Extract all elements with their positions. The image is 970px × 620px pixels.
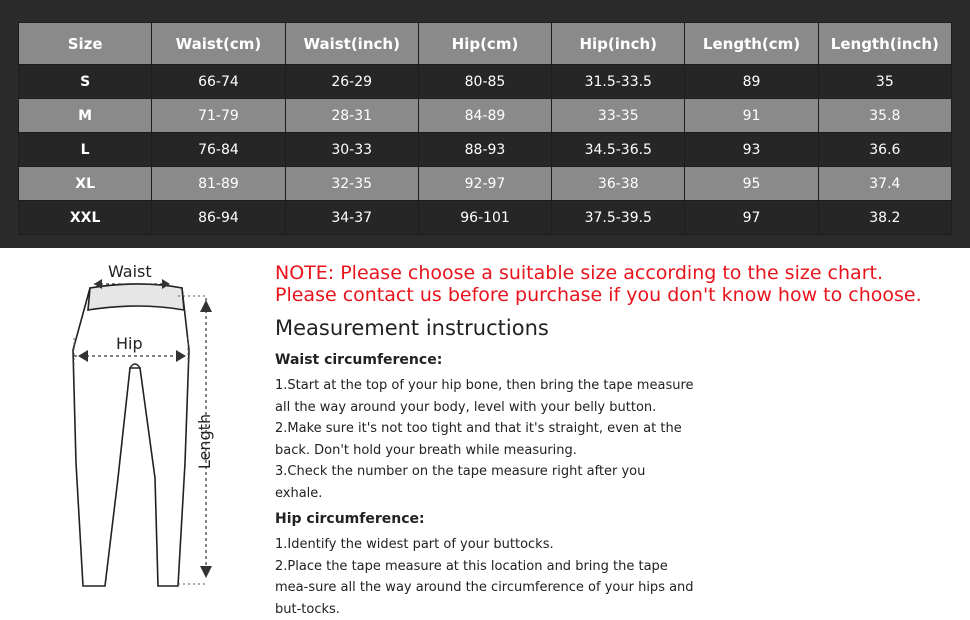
size-cell: M <box>19 99 152 133</box>
table-cell: 33-35 <box>552 99 685 133</box>
waist-label: Waist <box>108 262 152 281</box>
size-cell: L <box>19 133 152 167</box>
table-cell: 84-89 <box>418 99 551 133</box>
header-hip-cm: Hip(cm) <box>418 23 551 65</box>
header-hip-inch: Hip(inch) <box>552 23 685 65</box>
table-cell: 93 <box>685 133 818 167</box>
leggings-measurement-diagram <box>60 258 260 593</box>
table-cell: 95 <box>685 167 818 201</box>
table-cell: 34.5-36.5 <box>552 133 685 167</box>
table-cell: 91 <box>685 99 818 133</box>
header-length-inch: Length(inch) <box>818 23 951 65</box>
table-cell: 71-79 <box>152 99 285 133</box>
size-cell: XXL <box>19 201 152 235</box>
waist-step: 2.Make sure it's not too tight and that it's straight, even at the back. Don't hold your breath while measuring. <box>275 418 695 461</box>
note-line-2: Please contact us before purchase if you don't know how to choose. <box>275 284 965 306</box>
table-row <box>19 65 952 99</box>
table-row <box>19 133 952 167</box>
hip-step: 2.Place the tape measure at this location and bring the tape mea-sure all the way around the circumference of your hips and but-tocks. <box>275 556 695 620</box>
table-cell: 88-93 <box>418 133 551 167</box>
table-cell: 86-94 <box>152 201 285 235</box>
measurement-text <box>275 262 965 620</box>
size-cell: S <box>19 65 152 99</box>
table-cell: 37.5-39.5 <box>552 201 685 235</box>
table-cell: 96-101 <box>418 201 551 235</box>
table-cell: 31.5-33.5 <box>552 65 685 99</box>
table-header-row <box>19 23 952 65</box>
table-cell: 28-31 <box>285 99 418 133</box>
table-cell: 76-84 <box>152 133 285 167</box>
table-cell: 35.8 <box>818 99 951 133</box>
table-cell: 66-74 <box>152 65 285 99</box>
leggings-outline-icon <box>60 258 260 593</box>
table-row <box>19 99 952 133</box>
table-cell: 36-38 <box>552 167 685 201</box>
spacer <box>275 504 965 511</box>
table-cell: 92-97 <box>418 167 551 201</box>
table-cell: 32-35 <box>285 167 418 201</box>
size-chart-table <box>18 22 952 235</box>
table-cell: 38.2 <box>818 201 951 235</box>
note-line-1: NOTE: Please choose a suitable size according to the size chart. <box>275 262 965 284</box>
table-cell: 34-37 <box>285 201 418 235</box>
table-cell: 35 <box>818 65 951 99</box>
hip-heading: Hip circumference: <box>275 511 965 527</box>
table-cell: 81-89 <box>152 167 285 201</box>
table-row <box>19 167 952 201</box>
waist-heading: Waist circumference: <box>275 352 965 368</box>
waist-step: 1.Start at the top of your hip bone, then bring the tape measure all the way around your body, level with your belly button. <box>275 375 695 418</box>
hip-label: Hip <box>116 334 143 353</box>
header-length-cm: Length(cm) <box>685 23 818 65</box>
length-label: Length <box>195 414 214 469</box>
table-row <box>19 201 952 235</box>
table-cell: 80-85 <box>418 65 551 99</box>
header-waist-inch: Waist(inch) <box>285 23 418 65</box>
table-cell: 89 <box>685 65 818 99</box>
header-size: Size <box>19 23 152 65</box>
table-cell: 26-29 <box>285 65 418 99</box>
size-chart-band <box>0 0 970 248</box>
table-cell: 30-33 <box>285 133 418 167</box>
size-cell: XL <box>19 167 152 201</box>
table-cell: 97 <box>685 201 818 235</box>
table-cell: 37.4 <box>818 167 951 201</box>
waist-step: 3.Check the number on the tape measure right after you exhale. <box>275 461 695 504</box>
table-cell: 36.6 <box>818 133 951 167</box>
hip-step: 1.Identify the widest part of your buttocks. <box>275 534 695 556</box>
instructions-title: Measurement instructions <box>275 316 965 340</box>
length-label-wrapper <box>195 416 215 472</box>
header-waist-cm: Waist(cm) <box>152 23 285 65</box>
